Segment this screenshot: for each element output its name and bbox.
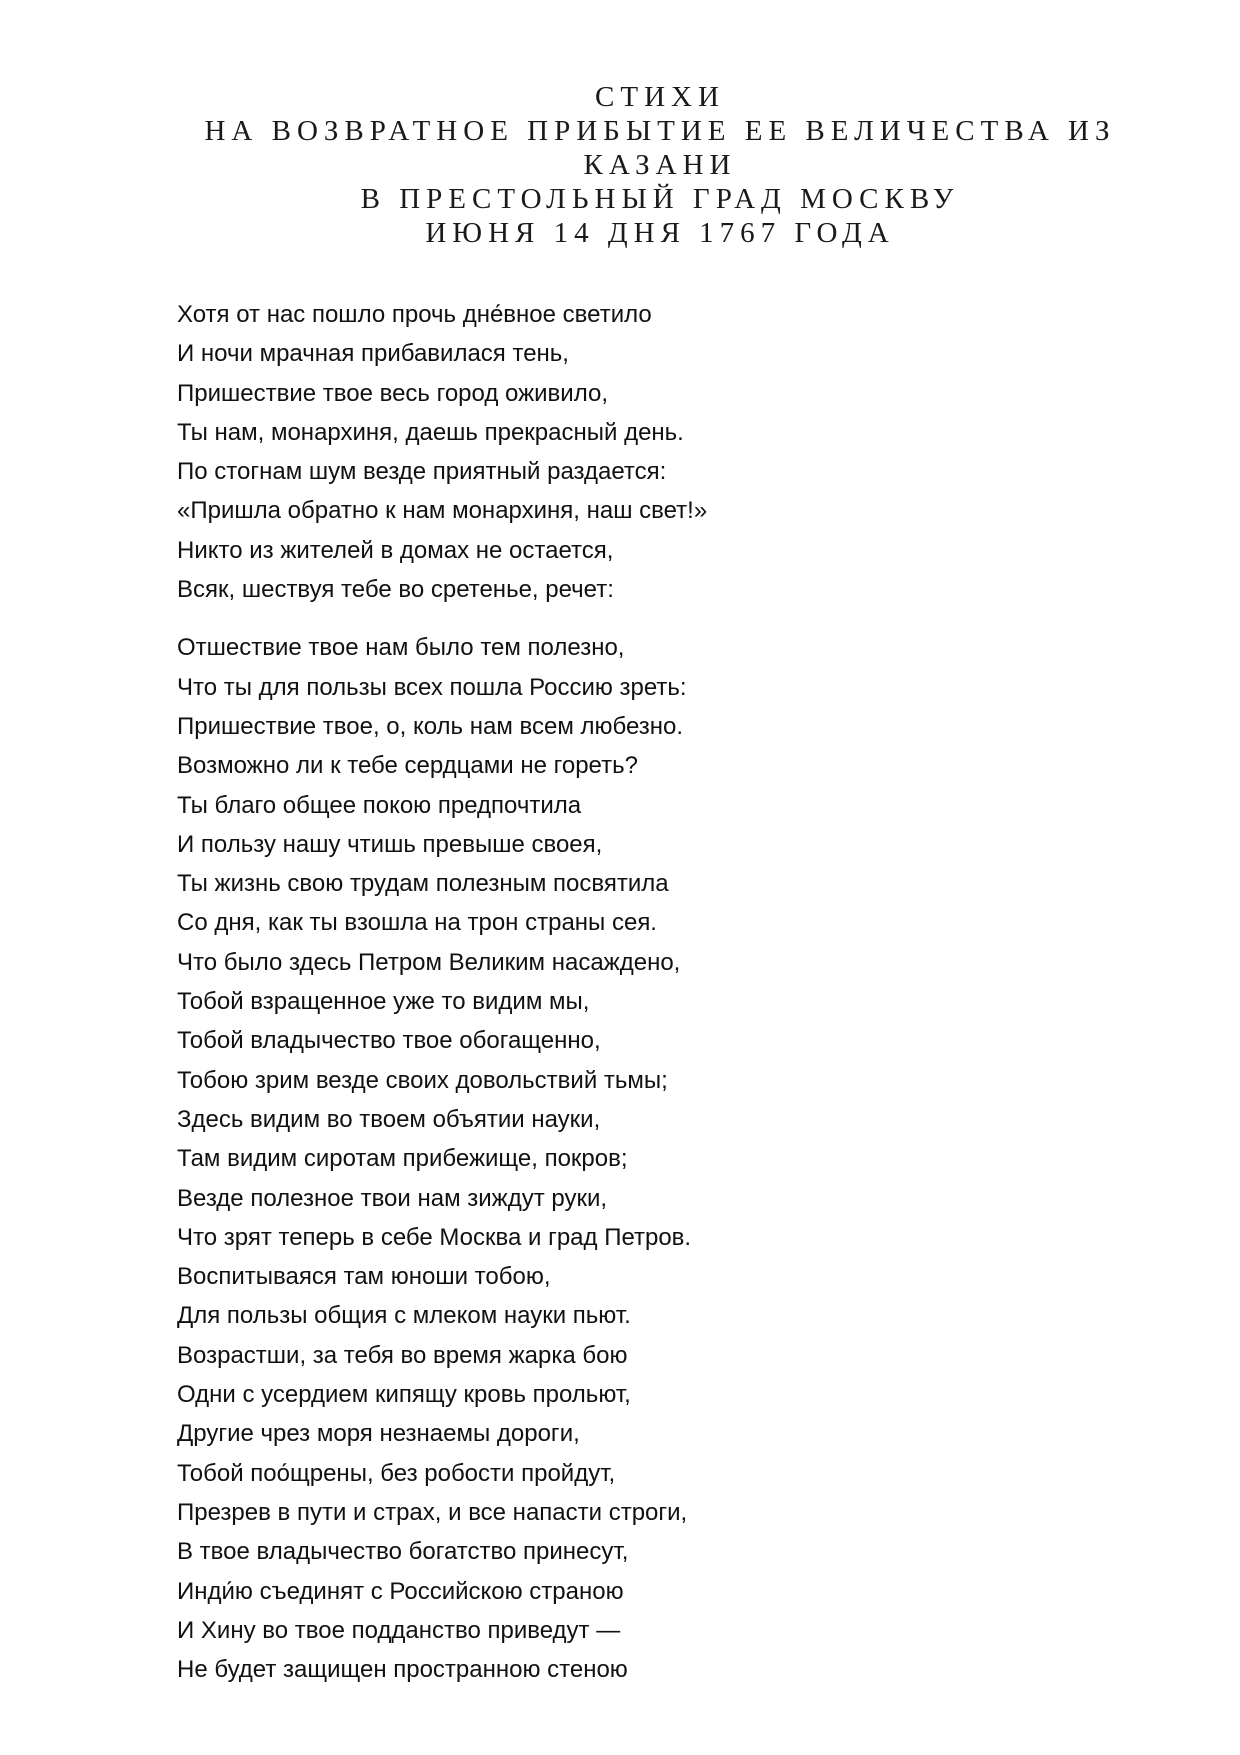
title-line-1: СТИХИ <box>595 81 725 113</box>
verse-line: Никто из жителей в домах не остается, <box>177 536 614 564</box>
verse-line: Что зрят теперь в себе Москва и град Петров. <box>177 1223 692 1251</box>
verse-line: Инди́ю съединят с Российскою страною <box>177 1577 624 1605</box>
verse-line: Не будет защищен пространною стеною <box>177 1656 628 1684</box>
verse-line: «Пришла обратно к нам монархиня, наш свет!» <box>177 497 708 525</box>
verse-line: Всяк, шествуя тебе во сретенье, речет: <box>177 576 614 604</box>
verse-line: Ты нам, монархиня, даешь прекрасный день. <box>177 418 684 446</box>
poem-body <box>177 295 1077 1689</box>
verse-line: Для пользы общия с млеком науки пьют. <box>177 1302 631 1330</box>
poem-title <box>160 80 1160 250</box>
verse-line: Здесь видим во твоем объятии науки, <box>177 1105 601 1133</box>
verse-line: И Хину во твое подданство приведут — <box>177 1616 621 1644</box>
verse-line: Со дня, как ты взошла на трон страны сея. <box>177 909 657 937</box>
verse-line: По стогнам шум везде приятный раздается: <box>177 458 667 486</box>
verse-line: Что было здесь Петром Великим насаждено, <box>177 948 681 976</box>
verse-line: И ночи мрачная прибавилася тень, <box>177 340 569 368</box>
stanza-1 <box>177 295 1077 609</box>
verse-line: И пользу нашу чтишь превыше своея, <box>177 830 603 858</box>
verse-line: Тобой поо́щрены, без робости пройдут, <box>177 1459 616 1487</box>
verse-line: Там видим сиротам прибежище, покров; <box>177 1145 628 1173</box>
verse-line: Ты жизнь свою трудам полезным посвятила <box>177 870 669 898</box>
title-line-2: НА ВОЗВРАТНОЕ ПРИБЫТИЕ ЕЕ ВЕЛИЧЕСТВА ИЗ <box>204 115 1116 147</box>
verse-line: Везде полезное твои нам зиждут руки, <box>177 1184 608 1212</box>
title-line-4: В ПРЕСТОЛЬНЫЙ ГРАД МОСКВУ <box>360 183 960 215</box>
title-line-3: КАЗАНИ <box>583 149 737 181</box>
verse-line: Что ты для пользы всех пошла Россию зреть: <box>177 673 687 701</box>
title-line-5: ИЮНЯ 14 ДНЯ 1767 ГОДА <box>425 217 895 249</box>
verse-line: Отшествие твое нам было тем полезно, <box>177 634 625 662</box>
verse-line: Тобой взращенное уже то видим мы, <box>177 988 590 1016</box>
verse-line: Пришествие твое, о, коль нам всем любезно. <box>177 712 684 740</box>
verse-line: Тобою зрим везде своих довольствий тьмы; <box>177 1066 668 1094</box>
verse-line: В твое владычество богатство принесут, <box>177 1538 629 1566</box>
verse-line: Презрев в пути и страх, и все напасти строги, <box>177 1498 688 1526</box>
verse-line: Хотя от нас пошло прочь дне́вное светило <box>177 301 652 328</box>
verse-line: Пришествие твое весь город оживило, <box>177 379 609 407</box>
stanza-2 <box>177 628 1077 1689</box>
verse-line: Возрастши, за тебя во время жарка бою <box>177 1341 628 1369</box>
verse-line: Ты благо общее покою предпочтила <box>177 791 582 819</box>
verse-line: Возможно ли к тебе сердцами не гореть? <box>177 752 638 780</box>
verse-line: Другие чрез моря незнаемы дороги, <box>177 1420 580 1448</box>
verse-line: Тобой владычество твое обогащенно, <box>177 1027 601 1055</box>
verse-line: Одни с усердием кипящу кровь прольют, <box>177 1381 631 1409</box>
verse-line: Воспитываяся там юноши тобою, <box>177 1263 551 1291</box>
